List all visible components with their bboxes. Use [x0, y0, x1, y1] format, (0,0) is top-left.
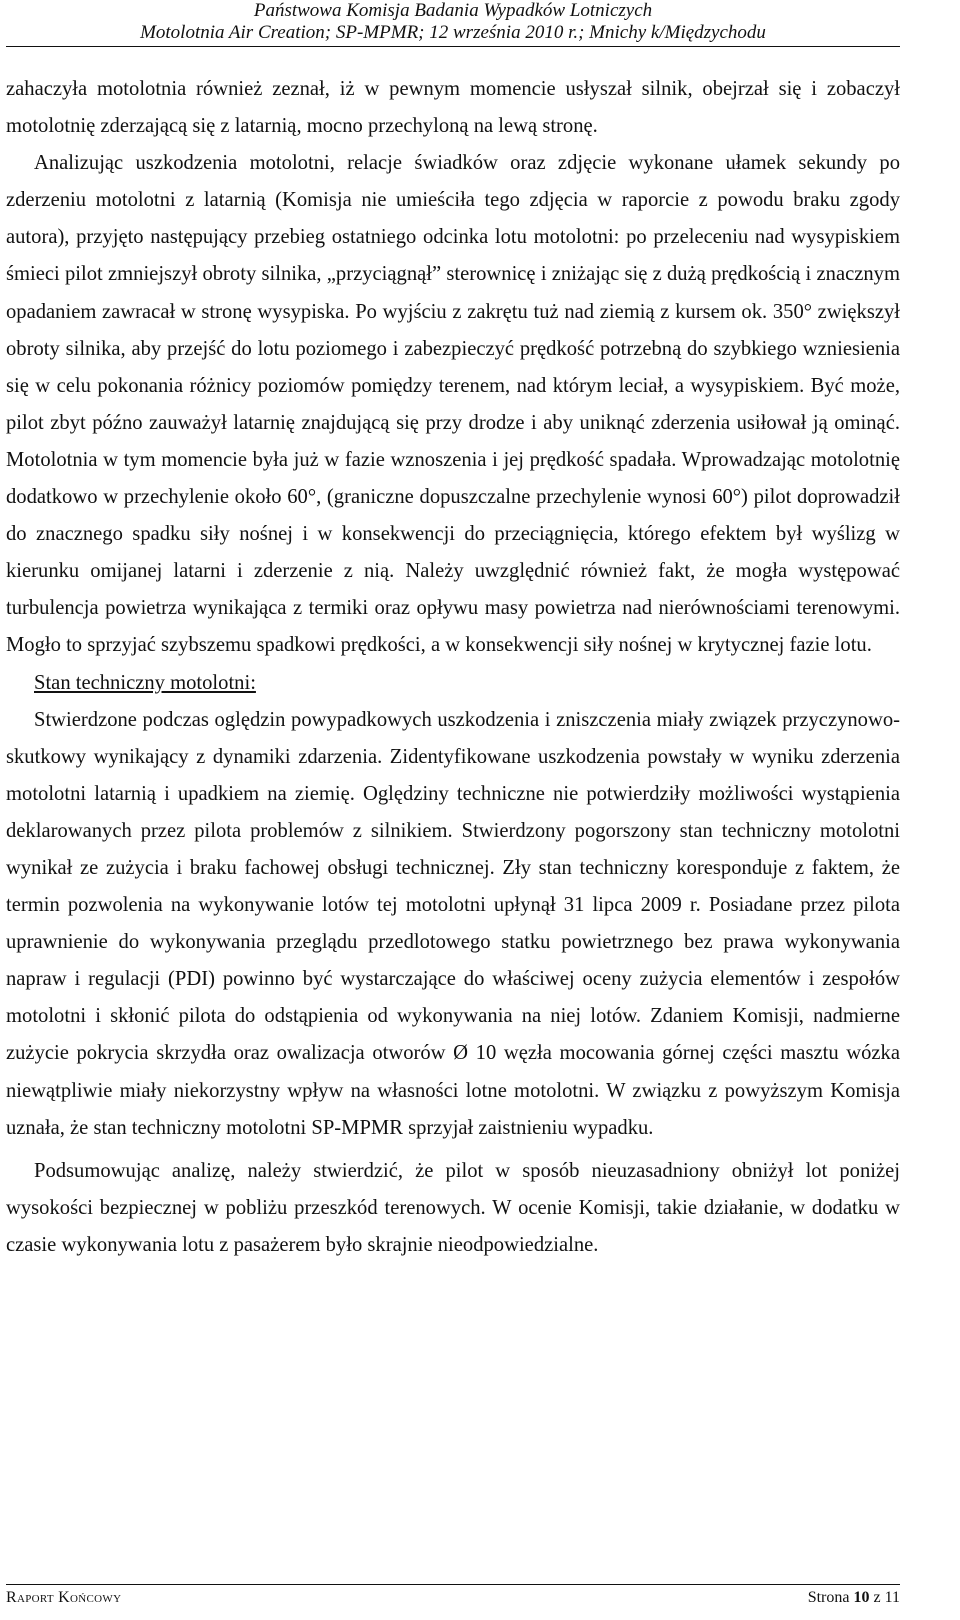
- header-commission-name: Państwowa Komisja Badania Wypadków Lotniczych: [253, 0, 653, 21]
- current-page: 10: [853, 1589, 870, 1606]
- paragraph-summary: Podsumowując analizę, należy stwierdzić, że pilot w sposób nieuzasadniony obniżył lot poniżej wysokości bezpiecznej w pobliżu przeszkód terenowych. W ocenie Komisji, takie działanie, w dodatku w czasie wykonywania lotu z pasażerem było skrajnie nieodpowiedzialne.: [6, 1159, 900, 1256]
- paragraph-witness: zahaczyła motolotnia również zeznał, iż w pewnym momencie usłyszał silnik, obejrzał się i zobaczył motolotnię zderzającą się z latarnią, mocno przechyloną na lewą stronę.: [6, 78, 900, 138]
- header-case-title: Motolotnia Air Creation; SP-MPMR; 12 września 2010 r.; Mnichy k/Międzychodu: [6, 22, 900, 47]
- section-heading: [6, 665, 900, 702]
- footer-page-number: [808, 1587, 900, 1609]
- section-heading-text: Stan techniczny motolotni:: [34, 671, 256, 694]
- page-of: z: [873, 1589, 881, 1606]
- footer-report-title: Raport Końcowy: [6, 1589, 122, 1606]
- document-body: [6, 71, 900, 1264]
- page-prefix: Strona: [807, 1589, 850, 1606]
- page-header: [6, 0, 900, 47]
- paragraph-technical-state: Stwierdzone podczas oględzin powypadkowych uszkodzenia i zniszczenia miały związek przyczynowo-skutkowy wynikający z dynamiki zdarzenia. Zidentyfikowane uszkodzenia powstały w wyniku zderzenia motolotni latarnią i upadkiem na ziemię. Oględziny techniczne nie potwierdziły możliwości wystąpienia deklarowanych przez pilota problemów z silnikiem. Stwierdzony pogorszony stan techniczny motolotni wynikał ze zużycia i braku fachowej obsługi technicznej. Zły stan techniczny koresponduje z faktem, że termin pozwolenia na wykonywanie lotów tej motolotni upłynął 31 lipca 2009 r. Posiadane przez pilota uprawnienie do wykonywania przeglądu przedlotowego statku powietrznego bez prawa wykonywania napraw i regulacji (PDI) powinno być wystarczające do właściwej oceny zużycia elementów i zespołów motolotni i skłonić pilota do odstąpienia od wykonywania na niej lotów. Zdaniem Komisji, nadmierne zużycie pokrycia skrzydła oraz owalizacja otworów Ø 10 węzła mocowania górnej części masztu wózka niewątpliwie miały niekorzystny wpływ na własności lotne motolotni. W związku z powyższym Komisja uznała, że stan techniczny motolotni SP-MPMR sprzyjał zaistnieniu wypadku.: [6, 708, 900, 1139]
- page-footer: [6, 1584, 900, 1609]
- paragraph-analysis: Analizując uszkodzenia motolotni, relacje świadków oraz zdjęcie wykonane ułamek sekundy po zderzeniu motolotni z latarnią (Komisja nie umieściła tego zdjęcia w raporcie z powodu braku zgody autora), przyjęto następujący przebieg ostatniego odcinka lotu motolotni: po przeleceniu nad wysypiskiem śmieci pilot zmniejszył obroty silnika, „przyciągnął” sterownicę i zniżając się z dużą prędkością i znacznym opadaniem zawracał w stronę wysypiska. Po wyjściu z zakrętu tuż nad ziemią z kursem ok. 350° zwiększył obroty silnika, aby przejść do lotu poziomego i zabezpieczyć prędkość potrzebną do szybkiego wzniesienia się w celu pokonania różnicy poziomów pomiędzy terenem, nad którym leciał, a wysypiskiem. Być może, pilot zbyt późno zauważył latarnię znajdującą się przy drodze i aby uniknąć zderzenia usiłował ją ominąć. Motolotnia w tym momencie była już w fazie wznoszenia i jej prędkość spadała. Wprowadzając motolotnię dodatkowo w przechylenie około 60°, (graniczne dopuszczalne przechylenie wynosi 60°) pilot doprowadził do znacznego spadku siły nośnej i w konsekwencji do przeciągnięcia, którego efektem był wyślizg w kierunku omijanej latarni i zderzenie z nią. Należy uwzględnić również fakt, że mogła występować turbulencja powietrza wynikająca z termiki oraz opływu masy powietrza nad nierównościami terenowymi. Mogło to sprzyjać szybszemu spadkowi prędkości, a w konsekwencji siły nośnej w krytycznej fazie lotu.: [6, 152, 900, 657]
- total-pages: 11: [884, 1589, 900, 1606]
